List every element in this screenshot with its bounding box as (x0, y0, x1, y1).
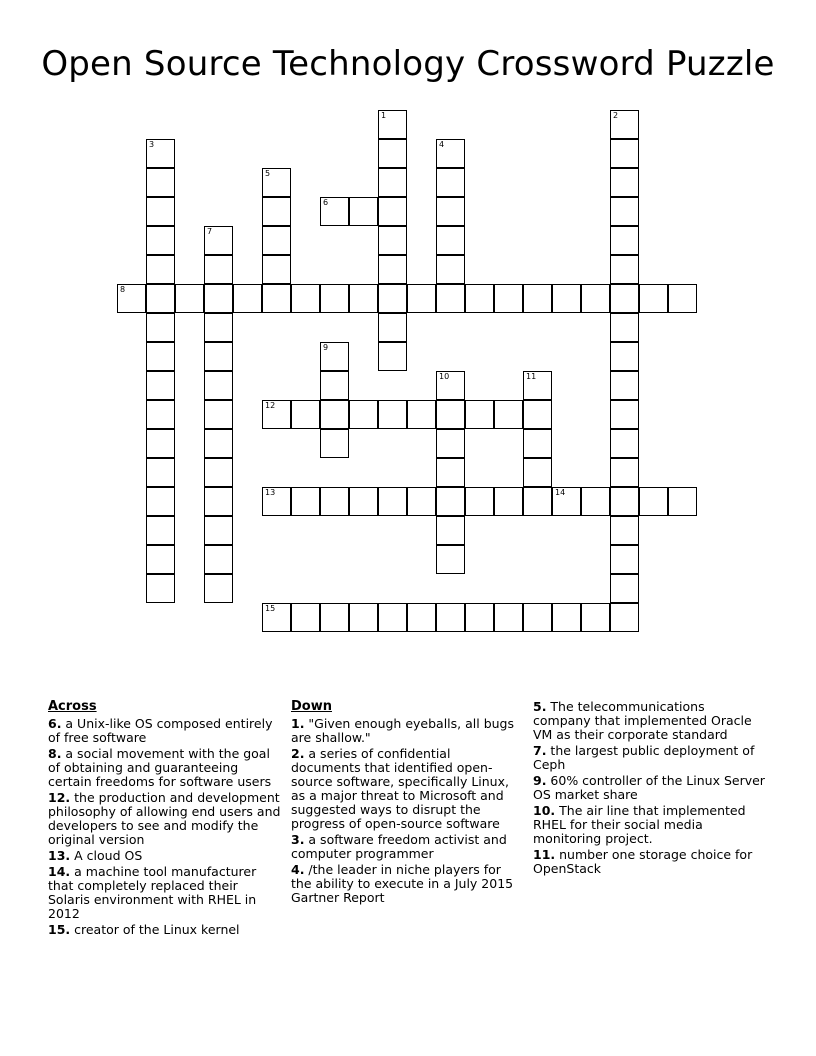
grid-cell[interactable] (204, 545, 233, 574)
grid-cell[interactable] (320, 197, 349, 226)
grid-cell[interactable] (117, 284, 146, 313)
grid-cell[interactable] (204, 458, 233, 487)
grid-cell[interactable] (291, 603, 320, 632)
page-title: Open Source Technology Crossword Puzzle (41, 44, 775, 84)
across-clue (48, 717, 282, 745)
clue-text: a software freedom activist and computer programmer (291, 832, 507, 861)
grid-cell[interactable] (204, 487, 233, 516)
grid-cell[interactable] (320, 400, 349, 429)
clue-number: 7 (207, 227, 213, 236)
grid-cell[interactable] (349, 284, 378, 313)
grid-cell[interactable] (610, 545, 639, 574)
grid-cell[interactable] (349, 487, 378, 516)
clue-num: 2. (291, 746, 305, 761)
clue-number: 2 (613, 111, 619, 120)
grid-cell[interactable] (320, 371, 349, 400)
grid-cell[interactable] (610, 284, 639, 313)
clue-number: 4 (439, 140, 445, 149)
clue-number: 9 (323, 343, 329, 352)
grid-cell[interactable] (146, 371, 175, 400)
clue-num: 8. (48, 746, 62, 761)
grid-cell[interactable] (465, 487, 494, 516)
clue-num: 12. (48, 790, 71, 805)
grid-cell[interactable] (378, 603, 407, 632)
grid-cell[interactable] (407, 284, 436, 313)
down-clues-continued (533, 700, 765, 878)
grid-cell[interactable] (436, 487, 465, 516)
grid-cell[interactable] (349, 197, 378, 226)
grid-cell[interactable] (436, 168, 465, 197)
grid-cell[interactable] (610, 255, 639, 284)
across-clue (48, 849, 282, 863)
grid-cell[interactable] (465, 400, 494, 429)
grid-cell[interactable] (320, 487, 349, 516)
grid-cell[interactable] (320, 284, 349, 313)
grid-cell[interactable] (436, 545, 465, 574)
grid-cell[interactable] (146, 226, 175, 255)
grid-cell[interactable] (146, 429, 175, 458)
grid-cell[interactable] (378, 400, 407, 429)
clue-num: 5. (533, 699, 547, 714)
grid-cell[interactable] (523, 487, 552, 516)
grid-cell[interactable] (668, 284, 697, 313)
down-clue (291, 833, 523, 861)
clue-text: 60% controller of the Linux Server OS market share (533, 773, 765, 802)
grid-cell[interactable] (262, 487, 291, 516)
grid-cell[interactable] (610, 487, 639, 516)
clue-text: The air line that implemented RHEL for their social media monitoring project. (533, 803, 746, 846)
grid-cell[interactable] (262, 603, 291, 632)
grid-cell[interactable] (610, 516, 639, 545)
grid-cell[interactable] (291, 400, 320, 429)
grid-cell[interactable] (146, 197, 175, 226)
grid-cell[interactable] (175, 284, 204, 313)
across-clues (48, 700, 282, 939)
grid-cell[interactable] (378, 313, 407, 342)
grid-cell[interactable] (610, 197, 639, 226)
grid-cell[interactable] (320, 603, 349, 632)
grid-cell[interactable] (378, 487, 407, 516)
grid-cell[interactable] (610, 400, 639, 429)
grid-cell[interactable] (610, 168, 639, 197)
grid-cell[interactable] (610, 342, 639, 371)
down-clue (533, 848, 765, 876)
grid-cell[interactable] (436, 371, 465, 400)
down-clue (533, 804, 765, 846)
clue-number: 13 (265, 488, 276, 497)
grid-cell[interactable] (262, 226, 291, 255)
grid-cell[interactable] (581, 603, 610, 632)
grid-cell[interactable] (291, 284, 320, 313)
down-clue (533, 700, 765, 742)
clue-number: 15 (265, 604, 276, 613)
grid-cell[interactable] (146, 487, 175, 516)
grid-cell[interactable] (262, 168, 291, 197)
grid-cell[interactable] (204, 429, 233, 458)
grid-cell[interactable] (378, 255, 407, 284)
grid-cell[interactable] (204, 371, 233, 400)
grid-cell[interactable] (146, 168, 175, 197)
down-clues (291, 700, 523, 907)
grid-cell[interactable] (204, 342, 233, 371)
across-heading: Across (48, 699, 97, 714)
grid-cell[interactable] (494, 284, 523, 313)
grid-cell[interactable] (262, 255, 291, 284)
grid-cell[interactable] (204, 400, 233, 429)
clue-number: 1 (381, 111, 387, 120)
grid-cell[interactable] (552, 603, 581, 632)
grid-cell[interactable] (204, 574, 233, 603)
grid-cell[interactable] (610, 429, 639, 458)
clue-text: a social movement with the goal of obtaining and guaranteeing certain freedoms for software users (48, 746, 272, 789)
grid-cell[interactable] (610, 110, 639, 139)
clue-num: 7. (533, 743, 547, 758)
clue-text: a series of confidential documents that identified open-source software, specifically Linux, as a major threat to Microsoft and suggested ways to disrupt the progress of open-source software (291, 746, 509, 831)
clue-text: a machine tool manufacturer that completely replaced their Solaris environment with RHEL in 2012 (48, 864, 257, 921)
grid-cell[interactable] (668, 487, 697, 516)
grid-cell[interactable] (146, 400, 175, 429)
clue-num: 9. (533, 773, 547, 788)
grid-cell[interactable] (523, 400, 552, 429)
grid-cell[interactable] (146, 574, 175, 603)
grid-cell[interactable] (378, 168, 407, 197)
clue-num: 15. (48, 922, 71, 937)
clue-num: 6. (48, 716, 62, 731)
grid-cell[interactable] (407, 603, 436, 632)
grid-cell[interactable] (262, 284, 291, 313)
clue-num: 1. (291, 716, 305, 731)
grid-cell[interactable] (523, 458, 552, 487)
grid-cell[interactable] (523, 371, 552, 400)
grid-cell[interactable] (349, 603, 378, 632)
grid-cell[interactable] (581, 284, 610, 313)
grid-cell[interactable] (436, 226, 465, 255)
grid-cell[interactable] (436, 458, 465, 487)
grid-cell[interactable] (523, 284, 552, 313)
grid-cell[interactable] (436, 429, 465, 458)
grid-cell[interactable] (407, 400, 436, 429)
grid-cell[interactable] (494, 603, 523, 632)
grid-cell[interactable] (610, 371, 639, 400)
grid-cell[interactable] (262, 197, 291, 226)
down-clue (533, 744, 765, 772)
grid-cell[interactable] (407, 487, 436, 516)
grid-cell[interactable] (639, 284, 668, 313)
grid-cell[interactable] (610, 603, 639, 632)
grid-cell[interactable] (436, 255, 465, 284)
grid-cell[interactable] (581, 487, 610, 516)
grid-cell[interactable] (204, 516, 233, 545)
clue-text: The telecommunications company that implemented Oracle VM as their corporate standard (533, 699, 752, 742)
grid-cell[interactable] (610, 139, 639, 168)
grid-cell[interactable] (378, 226, 407, 255)
grid-cell[interactable] (146, 545, 175, 574)
grid-cell[interactable] (146, 284, 175, 313)
clue-text: a Unix-like OS composed entirely of free software (48, 716, 273, 745)
grid-cell[interactable] (378, 197, 407, 226)
grid-cell[interactable] (146, 139, 175, 168)
grid-cell[interactable] (610, 313, 639, 342)
clue-number: 14 (555, 488, 566, 497)
grid-cell[interactable] (465, 284, 494, 313)
down-clue (533, 774, 765, 802)
grid-cell[interactable] (436, 400, 465, 429)
across-clue (48, 747, 282, 789)
clue-num: 11. (533, 847, 556, 862)
grid-cell[interactable] (146, 458, 175, 487)
clue-num: 14. (48, 864, 71, 879)
clue-number: 12 (265, 401, 276, 410)
clue-text: number one storage choice for OpenStack (533, 847, 753, 876)
grid-cell[interactable] (610, 226, 639, 255)
grid-cell[interactable] (146, 255, 175, 284)
grid-cell[interactable] (204, 255, 233, 284)
clue-text: the largest public deployment of Ceph (533, 743, 755, 772)
grid-cell[interactable] (436, 603, 465, 632)
grid-cell[interactable] (320, 429, 349, 458)
grid-cell[interactable] (436, 516, 465, 545)
grid-cell[interactable] (378, 342, 407, 371)
grid-cell[interactable] (204, 226, 233, 255)
down-clue (291, 747, 523, 831)
grid-cell[interactable] (610, 574, 639, 603)
grid-cell[interactable] (204, 284, 233, 313)
across-clue (48, 791, 282, 847)
grid-cell[interactable] (523, 429, 552, 458)
clue-num: 13. (48, 848, 71, 863)
down-clue (291, 717, 523, 745)
down-heading: Down (291, 699, 332, 714)
grid-cell[interactable] (378, 284, 407, 313)
grid-cell[interactable] (146, 516, 175, 545)
clue-num: 3. (291, 832, 305, 847)
down-clue (291, 863, 523, 905)
grid-cell[interactable] (436, 139, 465, 168)
grid-cell[interactable] (146, 342, 175, 371)
grid-cell[interactable] (146, 313, 175, 342)
grid-cell[interactable] (494, 487, 523, 516)
across-clue (48, 923, 282, 937)
clue-text: A cloud OS (70, 848, 143, 863)
clue-text: the production and development philosophy of allowing end users and developers to see and modify the original version (48, 790, 281, 847)
clue-number: 5 (265, 169, 271, 178)
grid-cell[interactable] (233, 284, 262, 313)
clue-number: 6 (323, 198, 329, 207)
clue-number: 8 (120, 285, 126, 294)
clue-text: "Given enough eyeballs, all bugs are shallow." (291, 716, 514, 745)
clue-num: 4. (291, 862, 305, 877)
clue-text: /the leader in niche players for the ability to execute in a July 2015 Gartner Report (291, 862, 514, 905)
grid-cell[interactable] (436, 197, 465, 226)
grid-cell[interactable] (465, 603, 494, 632)
grid-cell[interactable] (494, 400, 523, 429)
grid-cell[interactable] (552, 487, 581, 516)
clue-num: 10. (533, 803, 556, 818)
grid-cell[interactable] (204, 313, 233, 342)
clue-number: 3 (149, 140, 155, 149)
grid-cell[interactable] (349, 400, 378, 429)
grid-cell[interactable] (523, 603, 552, 632)
grid-cell[interactable] (552, 284, 581, 313)
grid-cell[interactable] (320, 342, 349, 371)
clue-number: 10 (439, 372, 450, 381)
grid-cell[interactable] (378, 139, 407, 168)
grid-cell[interactable] (436, 284, 465, 313)
grid-cell[interactable] (291, 487, 320, 516)
grid-cell[interactable] (262, 400, 291, 429)
clue-number: 11 (526, 372, 537, 381)
grid-cell[interactable] (610, 458, 639, 487)
clue-text: creator of the Linux kernel (70, 922, 240, 937)
grid-cell[interactable] (378, 110, 407, 139)
grid-cell[interactable] (639, 487, 668, 516)
across-clue (48, 865, 282, 921)
